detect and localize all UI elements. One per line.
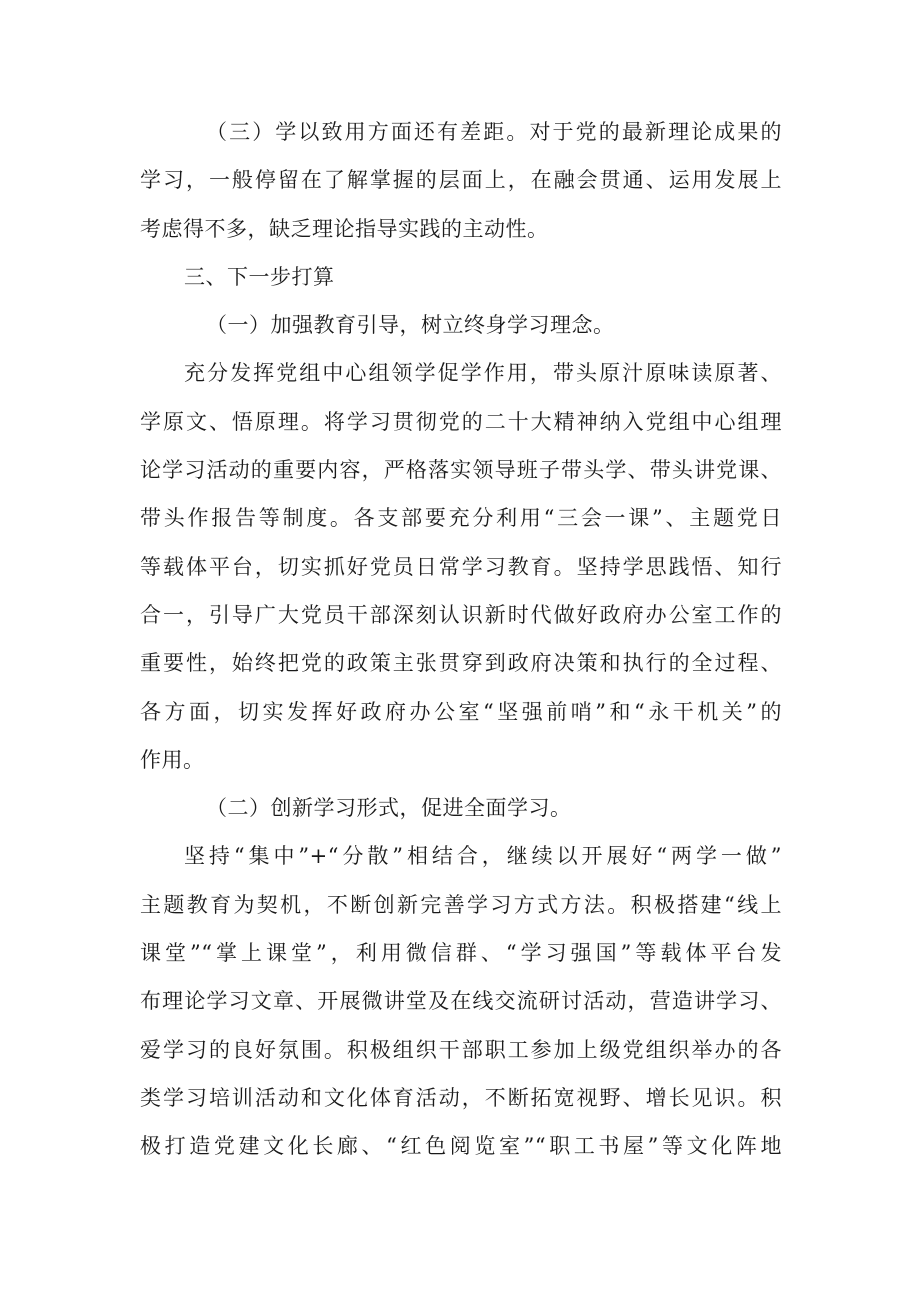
text-line: 充分发挥党组中心组领学促学作用，带头原汁原味读原著、 <box>184 361 782 386</box>
text-line: 坚持“集中”+“分散”相结合，继续以开展好“两学一做” <box>184 844 782 869</box>
text-line: 极打造党建文化长廊、“红色阅览室”“职工书屋”等文化阵地 <box>140 1134 782 1159</box>
text-line: 作用。 <box>140 747 205 772</box>
document-body <box>140 108 782 1171</box>
text-line: 爱学习的良好氛围。积极组织干部职工参加上级党组织举办的各 <box>140 1037 782 1062</box>
text-line: 三、下一步打算 <box>184 264 335 289</box>
text-line: （二）创新学习形式，促进全面学习。 <box>206 796 572 821</box>
text-line: 带头作报告等制度。各支部要充分利用“三会一课”、主题党日 <box>140 506 782 531</box>
text-line: （一）加强教育引导，树立终身学习理念。 <box>206 313 615 338</box>
text-line: 类学习培训活动和文化体育活动，不断拓宽视野、增长见识。积 <box>140 1085 782 1110</box>
text-line: 考虑得不多，缺乏理论指导实践的主动性。 <box>140 216 549 241</box>
text-line: 学原文、悟原理。将学习贯彻党的二十大精神纳入党组中心组理 <box>140 409 782 434</box>
text-line: 主题教育为契机，不断创新完善学习方式方法。积极搭建“线上 <box>140 892 782 917</box>
text-line: （三）学以致用方面还有差距。对于党的最新理论成果的 <box>206 120 782 144</box>
text-line: 重要性，始终把党的政策主张贯穿到政府决策和执行的全过程、 <box>140 651 782 676</box>
text-line: 学习，一般停留在了解掌握的层面上，在融会贯通、运用发展上 <box>140 168 782 193</box>
text-line: 等载体平台，切实抓好党员日常学习教育。坚持学思践悟、知行 <box>140 554 782 579</box>
text-line: 布理论学习文章、开展微讲堂及在线交流研讨活动，营造讲学习、 <box>140 989 782 1014</box>
text-line: 合一，引导广大党员干部深刻认识新时代做好政府办公室工作的 <box>140 602 782 627</box>
text-line: 课堂”“掌上课堂”，利用微信群、“学习强国”等载体平台发 <box>140 941 782 966</box>
text-line: 论学习活动的重要内容，严格落实领导班子带头学、带头讲党课、 <box>140 458 782 483</box>
text-line: 各方面，切实发挥好政府办公室“坚强前哨”和“永干机关”的 <box>140 699 782 724</box>
